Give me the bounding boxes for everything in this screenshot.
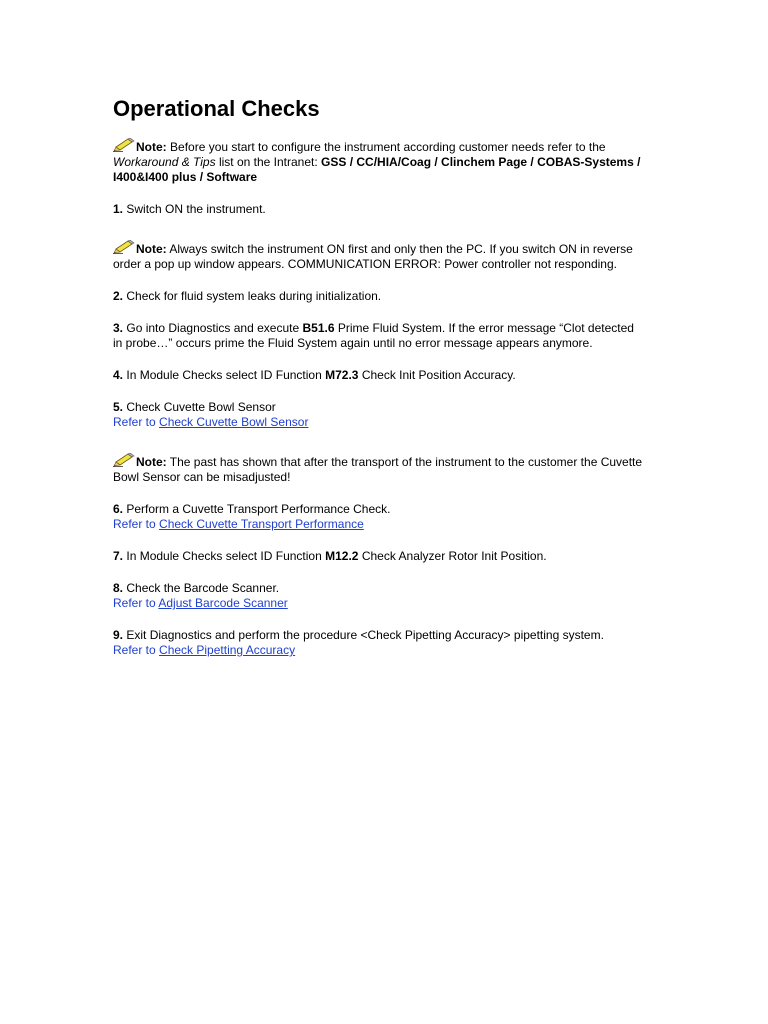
function-code: B51.6 — [302, 321, 335, 335]
note-bowl-sensor: Note: The past has shown that after the transport of the instrument to the customer the Cuvette Bowl Sensor can be misadjusted! — [113, 455, 643, 484]
step-7: 7. In Module Checks select ID Function M12.2 Check Analyzer Rotor Init Position. — [113, 549, 547, 563]
pencil-note-icon — [113, 138, 135, 152]
step-5: 5. Check Cuvette Bowl Sensor Refer to Check Cuvette Bowl Sensor — [113, 400, 309, 429]
pencil-note-icon — [113, 453, 135, 467]
step-3: 3. Go into Diagnostics and execute B51.6 Prime Fluid System. If the error message “Clot detected in probe…” occurs prime the Fluid System again until no error message appears anymore. — [113, 321, 634, 350]
intro-note — [113, 138, 643, 185]
function-code: M12.2 — [325, 549, 359, 563]
intro-note-text: Note: Before you start to configure the instrument according customer needs refer to the Workaround & Tips list on the Intranet: GSS / CC/HIA/Coag / Clinchem Page / COBAS-Systems / I400&I400 plus / Software — [113, 140, 641, 184]
function-code: M72.3 — [325, 368, 359, 382]
note-power-order: Note: Always switch the instrument ON first and only then the PC. If you switch ON in reverse order a pop up window appears. COMMUNICATION ERROR: Power controller not responding. — [113, 242, 633, 271]
step-2: 2. Check for fluid system leaks during initialization. — [113, 289, 382, 303]
step-1: 1. Switch ON the instrument. — [113, 202, 266, 216]
step-4: 4. In Module Checks select ID Function M72.3 Check Init Position Accuracy. — [113, 368, 516, 382]
pencil-note-icon — [113, 240, 135, 254]
link-check-cuvette-transport-performance[interactable]: Check Cuvette Transport Performance — [159, 517, 364, 531]
intranet-path: GSS / CC/HIA/Coag / Clinchem Page / COBAS-Systems / I400&I400 plus / Software — [113, 155, 641, 184]
link-check-cuvette-bowl-sensor[interactable]: Check Cuvette Bowl Sensor — [159, 415, 309, 429]
page-title: Operational Checks — [113, 96, 320, 121]
step-9: 9. Exit Diagnostics and perform the procedure <Check Pipetting Accuracy> pipetting system. Refer to Check Pipetting Accuracy — [113, 628, 604, 657]
link-check-pipetting-accuracy[interactable]: Check Pipetting Accuracy — [159, 643, 296, 657]
step-8: 8. Check the Barcode Scanner. Refer to Adjust Barcode Scanner — [113, 581, 288, 610]
link-adjust-barcode-scanner[interactable]: Adjust Barcode Scanner — [158, 596, 288, 610]
step-6: 6. Perform a Cuvette Transport Performance Check. Refer to Check Cuvette Transport Performance — [113, 502, 391, 531]
document-page — [113, 96, 643, 675]
note-label: Note: — [136, 140, 167, 154]
